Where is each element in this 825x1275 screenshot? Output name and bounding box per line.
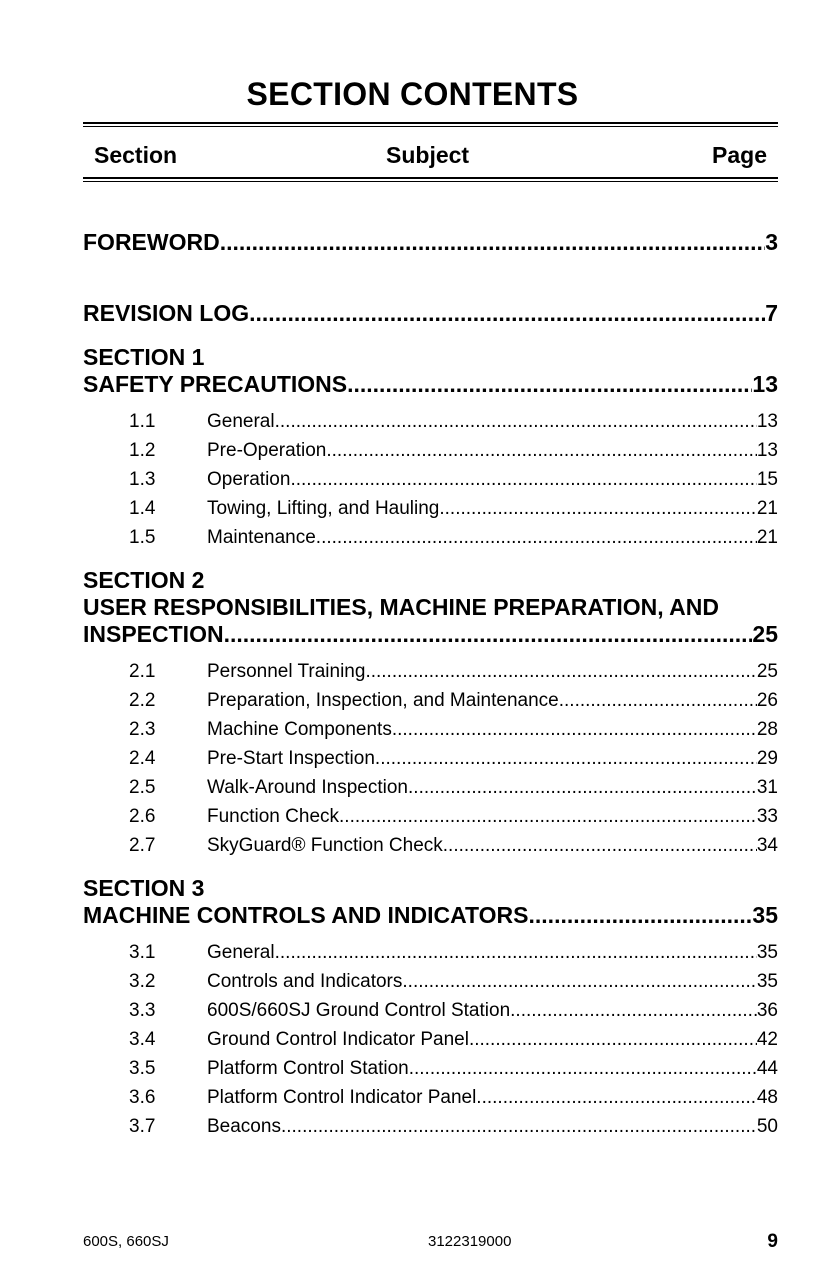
dot-leader [326,440,757,462]
footer-model: 600S, 660SJ [83,1233,169,1250]
toc-subentry[interactable] [83,1000,778,1024]
dot-leader [339,806,757,828]
dot-leader [402,971,756,993]
subentry-page: 36 [756,1000,778,1021]
subentry-label: Platform Control Indicator Panel [207,1087,477,1108]
dot-leader [469,1029,757,1051]
subentry-label: Towing, Lifting, and Hauling [207,498,440,519]
dot-leader [249,300,765,327]
subentry-label: Ground Control Indicator Panel [207,1029,469,1050]
subentry-number: 2.5 [129,777,156,798]
subentry-number: 3.5 [129,1058,156,1079]
dot-leader [275,411,757,433]
subentry-number: 3.1 [129,942,156,963]
dot-leader [365,661,756,683]
entry-page: 3 [765,229,778,255]
dot-leader [224,621,753,648]
toc-entry-section-1[interactable] [83,371,778,398]
toc-subentry[interactable] [83,971,778,995]
entry-page: 35 [752,902,778,928]
subentry-number: 2.2 [129,690,156,711]
toc-entry-section-2[interactable] [83,621,778,648]
subentry-number: 3.6 [129,1087,156,1108]
subentry-page: 13 [756,411,778,432]
subentry-page: 21 [756,527,778,548]
toc-subentry[interactable] [83,748,778,772]
subentry-label: Pre-Operation [207,440,327,461]
subentry-number: 1.3 [129,469,156,490]
subentry-page: 21 [756,498,778,519]
toc-subentry[interactable] [83,835,778,859]
dot-leader [408,777,757,799]
toc-subentry[interactable] [83,806,778,830]
subentry-label: Walk-Around Inspection [207,777,409,798]
subentry-page: 44 [756,1058,778,1079]
subentry-number: 3.2 [129,971,156,992]
toc-subentry[interactable] [83,498,778,522]
subentry-number: 1.2 [129,440,156,461]
subentry-number: 1.1 [129,411,156,432]
subentry-number: 1.5 [129,527,156,548]
toc-subentry[interactable] [83,690,778,714]
subentry-number: 2.7 [129,835,156,856]
subentry-label: Function Check [207,806,340,827]
toc-subentry[interactable] [83,777,778,801]
dot-leader [316,527,757,549]
dot-leader [392,719,757,741]
subentry-page: 25 [756,661,778,682]
dot-leader [476,1087,757,1109]
subentry-number: 1.4 [129,498,156,519]
toc-entry-revision-log[interactable] [83,300,778,327]
toc-subentry[interactable] [83,527,778,551]
entry-label: INSPECTION [83,621,224,647]
toc-subentry[interactable] [83,719,778,743]
entry-label: FOREWORD [83,229,220,255]
subentry-page: 13 [756,440,778,461]
dot-leader [347,371,752,398]
subentry-page: 26 [756,690,778,711]
toc-subentry[interactable] [83,942,778,966]
subentry-page: 34 [756,835,778,856]
section-2-heading: SECTION 2 [83,567,205,593]
section-2-title-line-1: USER RESPONSIBILITIES, MACHINE PREPARATION, AND [83,594,719,620]
subentry-number: 3.4 [129,1029,156,1050]
header-top-rule [83,122,778,127]
toc-subentry[interactable] [83,469,778,493]
dot-leader [510,1000,757,1022]
toc-entry-section-3[interactable] [83,902,778,929]
subentry-number: 2.4 [129,748,156,769]
toc-subentry[interactable] [83,1058,778,1082]
dot-leader [375,748,757,770]
dot-leader [220,229,765,256]
dot-leader [281,1116,757,1138]
subentry-label: 600S/660SJ Ground Control Station [207,1000,511,1021]
subentry-label: Pre-Start Inspection [207,748,375,769]
subentry-page: 48 [756,1087,778,1108]
dot-leader [275,942,757,964]
subentry-page: 33 [756,806,778,827]
subentry-page: 28 [756,719,778,740]
subentry-page: 31 [756,777,778,798]
column-header-section: Section [94,142,178,168]
subentry-label: General [207,942,275,963]
page-title: SECTION CONTENTS [246,76,579,112]
subentry-number: 3.3 [129,1000,156,1021]
header-bottom-rule [83,177,778,182]
footer-page-number: 9 [767,1231,778,1252]
entry-label: MACHINE CONTROLS AND INDICATORS [83,902,529,928]
subentry-label: Maintenance [207,527,316,548]
subentry-page: 29 [756,748,778,769]
entry-page: 25 [752,621,778,647]
subentry-label: Platform Control Station [207,1058,409,1079]
subentry-page: 35 [756,942,778,963]
dot-leader [409,1058,757,1080]
subentry-label: General [207,411,275,432]
dot-leader [529,902,753,929]
section-1-heading: SECTION 1 [83,344,205,370]
column-header-subject: Subject [386,142,470,168]
section-3-heading: SECTION 3 [83,875,205,901]
entry-label: SAFETY PRECAUTIONS [83,371,348,397]
subentry-number: 2.6 [129,806,156,827]
entry-page: 7 [765,300,778,326]
subentry-label: Machine Components [207,719,392,740]
column-header-page: Page [712,142,767,168]
toc-subentry[interactable] [83,1116,778,1140]
subentry-label: Beacons [207,1116,281,1137]
subentry-page: 35 [756,971,778,992]
dot-leader [559,690,757,712]
toc-subentry[interactable] [83,1029,778,1053]
subentry-page: 50 [756,1116,778,1137]
subentry-label: Controls and Indicators [207,971,403,992]
subentry-page: 15 [756,469,778,490]
entry-label: REVISION LOG [83,300,250,326]
dot-leader [439,498,756,520]
subentry-label: Personnel Training [207,661,366,682]
subentry-label: SkyGuard® Function Check [207,835,443,856]
subentry-label: Preparation, Inspection, and Maintenance [207,690,559,711]
entry-page: 13 [752,371,778,397]
subentry-number: 2.1 [129,661,156,682]
dot-leader [443,835,757,857]
subentry-label: Operation [207,469,291,490]
subentry-number: 3.7 [129,1116,156,1137]
toc-subentry[interactable] [83,1087,778,1111]
subentry-page: 42 [756,1029,778,1050]
toc-subentry[interactable] [83,440,778,464]
dot-leader [290,469,756,491]
subentry-number: 2.3 [129,719,156,740]
footer-doc-number: 3122319000 [428,1233,512,1250]
toc-subentry[interactable] [83,411,778,435]
toc-entry-foreword[interactable] [83,229,778,256]
toc-subentry[interactable] [83,661,778,685]
